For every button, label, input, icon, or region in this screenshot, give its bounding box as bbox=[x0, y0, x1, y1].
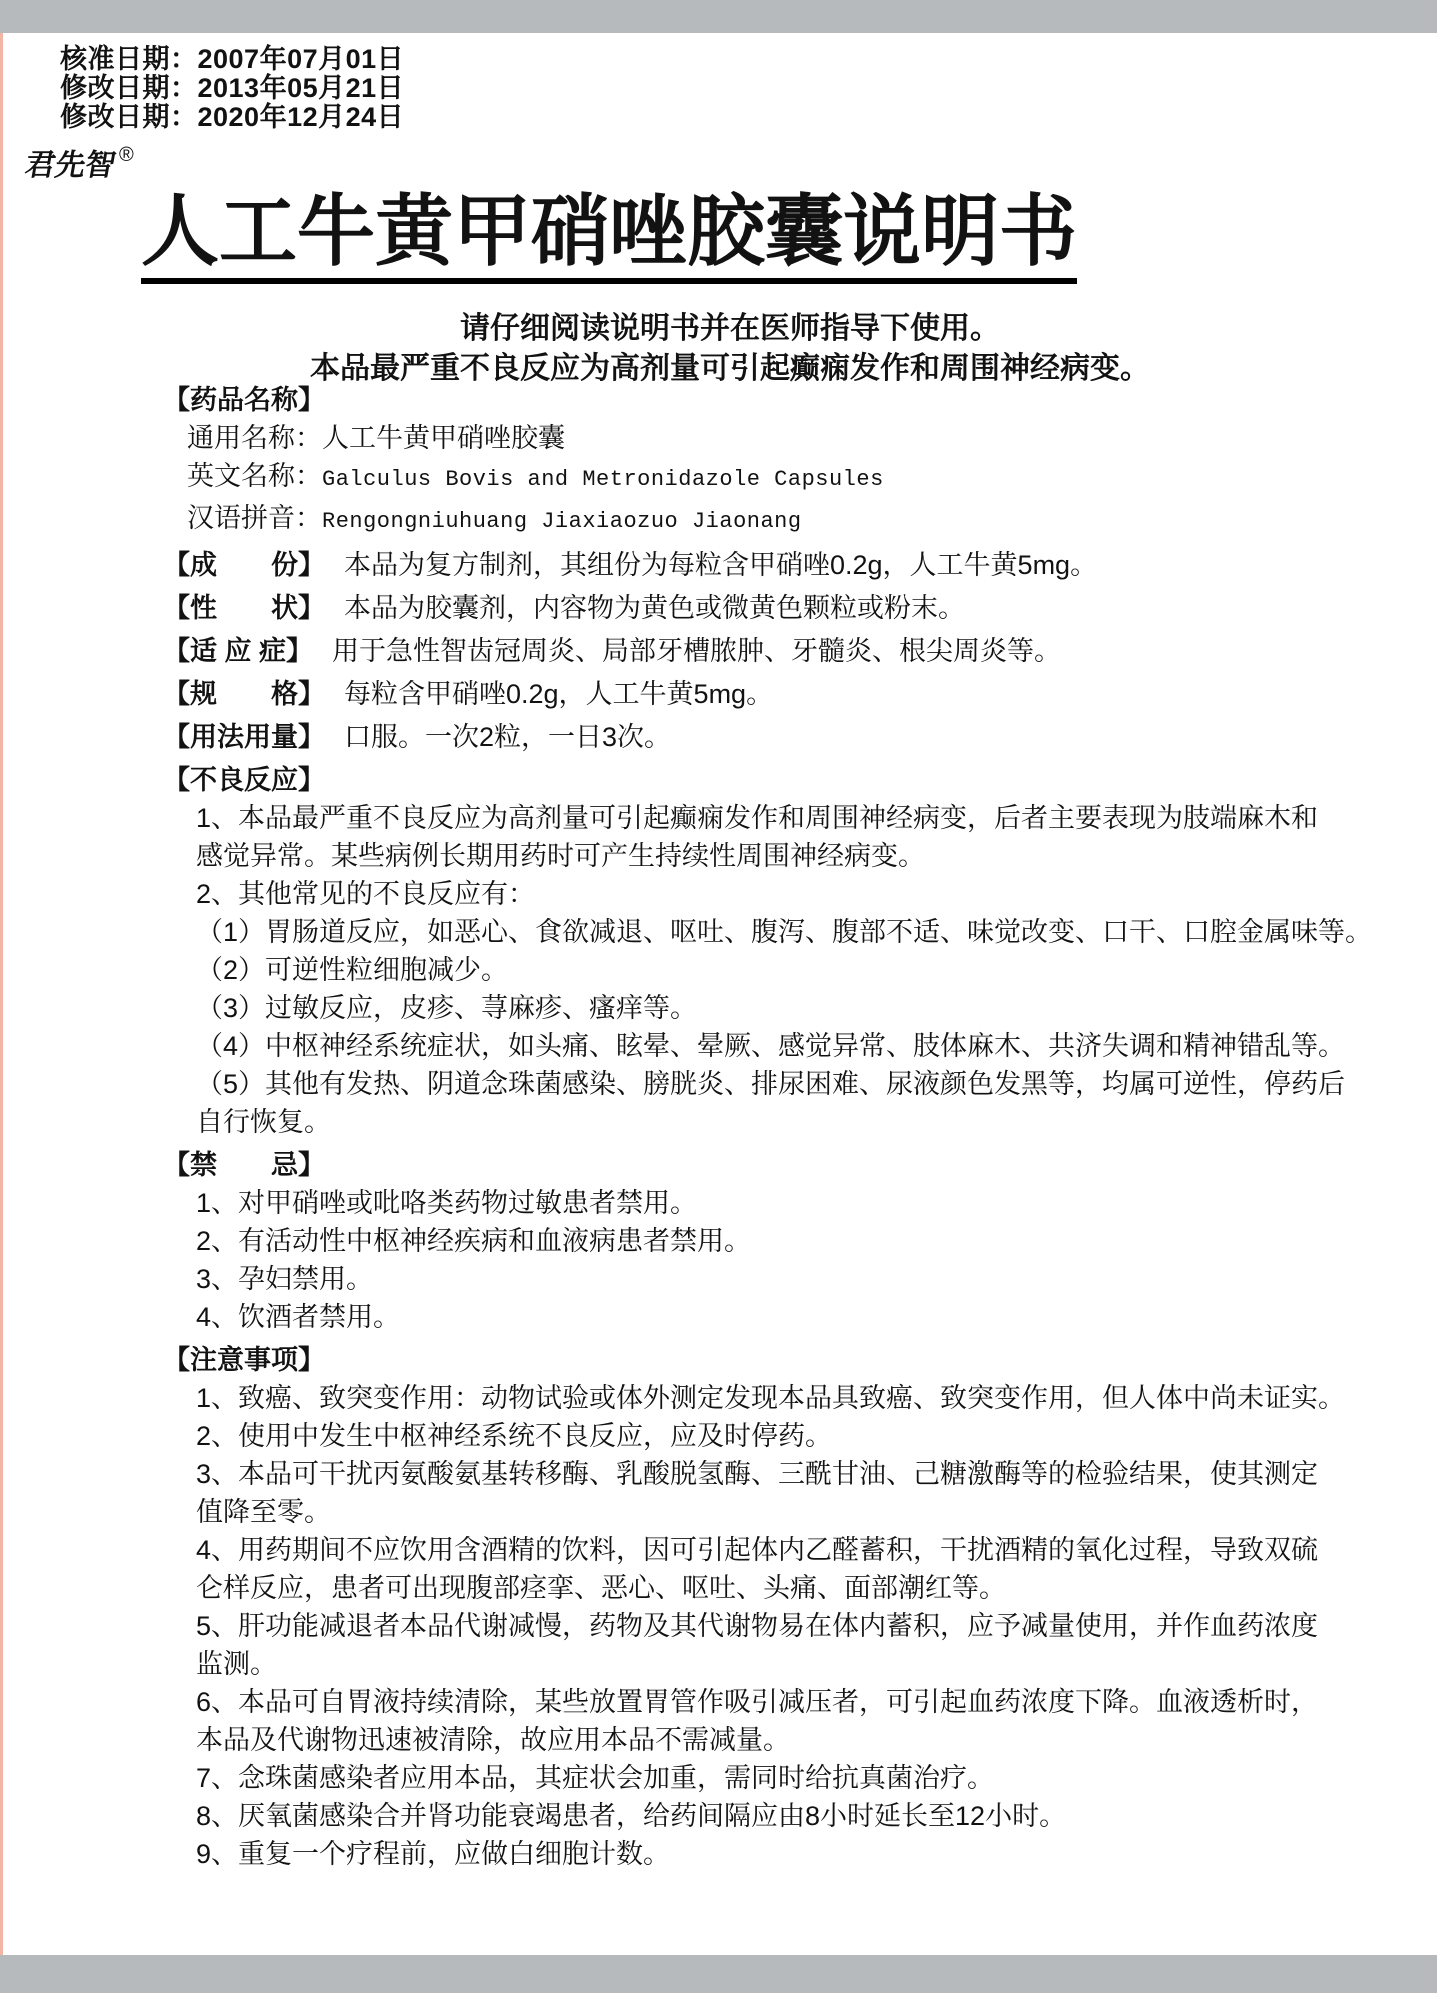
strength-heading: 【规 格】 bbox=[163, 679, 325, 709]
text-line: （3）过敏反应，皮疹、荨麻疹、瘙痒等。 bbox=[196, 993, 698, 1023]
brand-name: 君先智 bbox=[22, 149, 119, 182]
approval-date-label: 核准日期： bbox=[60, 44, 198, 74]
text-line: 2、有活动性中枢神经疾病和血液病患者禁用。 bbox=[196, 1226, 752, 1256]
dosage-heading: 【用法用量】 bbox=[163, 722, 325, 752]
approval-date-line bbox=[60, 45, 404, 74]
strength-text: 每粒含甲硝唑0.2g，人工牛黄5mg。 bbox=[344, 679, 774, 709]
dosage-text: 口服。一次2粒，一日3次。 bbox=[344, 722, 672, 752]
section-indications bbox=[163, 632, 1383, 670]
text-line: 感觉异常。某些病例长期用药时可产生持续性周围神经病变。 bbox=[196, 841, 925, 871]
section-composition bbox=[163, 546, 1383, 584]
precautions-heading: 【注意事项】 bbox=[163, 1345, 325, 1375]
precaution-item-2 bbox=[163, 1417, 1383, 1455]
text-line: 值降至零。 bbox=[196, 1497, 331, 1527]
section-adverse-reactions bbox=[163, 761, 1383, 1141]
precaution-item-7 bbox=[163, 1759, 1383, 1797]
text-line: 1、本品最严重不良反应为高剂量可引起癫痫发作和周围神经病变，后者主要表现为肢端麻木和 bbox=[196, 803, 1319, 833]
section-contraindications bbox=[163, 1146, 1383, 1336]
text-line: （4）中枢神经系统症状，如头痛、眩晕、晕厥、感觉异常、肢体麻木、共济失调和精神错乱等。 bbox=[196, 1031, 1346, 1061]
text-line: 8、厌氧菌感染合并肾功能衰竭患者，给药间隔应由8小时延长至12小时。 bbox=[196, 1801, 1067, 1831]
text-line: （5）其他有发热、阴道念珠菌感染、膀胱炎、排尿困难、尿液颜色发黑等，均属可逆性，停药后 bbox=[196, 1069, 1346, 1099]
approval-date-value: 2007年07月01日 bbox=[197, 44, 405, 74]
english-name-label: 英文名称： bbox=[187, 461, 322, 491]
adverse-item-2-1 bbox=[163, 913, 1383, 951]
revision-date-line-1 bbox=[60, 74, 404, 103]
revision-date-line-2 bbox=[60, 103, 404, 132]
english-name-row bbox=[163, 457, 1383, 499]
text-line: 2、其他常见的不良反应有： bbox=[196, 879, 536, 909]
precaution-item-3 bbox=[163, 1455, 1383, 1531]
contraindication-item-2 bbox=[163, 1222, 1383, 1260]
pinyin-name-label: 汉语拼音： bbox=[187, 503, 322, 533]
adverse-item-2-3 bbox=[163, 989, 1383, 1027]
section-drug-name bbox=[163, 381, 1383, 541]
section-strength bbox=[163, 675, 1383, 713]
text-line: 3、本品可干扰丙氨酸氨基转移酶、乳酸脱氢酶、三酰甘油、己糖激酶等的检验结果，使其测定 bbox=[196, 1459, 1319, 1489]
text-line: 仑样反应，患者可出现腹部痉挛、恶心、呕吐、头痛、面部潮红等。 bbox=[196, 1573, 1006, 1603]
text-line: 6、本品可自胃液持续清除，某些放置胃管作吸引减压者，可引起血药浓度下降。血液透析时， bbox=[196, 1687, 1319, 1717]
contraindication-item-3 bbox=[163, 1260, 1383, 1298]
top-gray-bar bbox=[0, 0, 1437, 33]
generic-name-value: 人工牛黄甲硝唑胶囊 bbox=[322, 423, 565, 453]
english-name-value: Galculus Bovis and Metronidazole Capsules bbox=[322, 467, 884, 492]
adverse-item-2-2 bbox=[163, 951, 1383, 989]
adverse-item-2-4 bbox=[163, 1027, 1383, 1065]
text-line: 5、肝功能减退者本品代谢减慢，药物及其代谢物易在体内蓄积，应予减量使用，并作血药浓度 bbox=[196, 1611, 1319, 1641]
precaution-item-1 bbox=[163, 1379, 1383, 1417]
insert-body bbox=[163, 381, 1383, 1878]
revision-date-1-label: 修改日期： bbox=[60, 73, 198, 103]
precaution-item-4 bbox=[163, 1531, 1383, 1607]
revision-date-1-value: 2013年05月21日 bbox=[197, 73, 405, 103]
text-line: 自行恢复。 bbox=[196, 1107, 331, 1137]
revision-dates bbox=[60, 45, 404, 132]
section-precautions bbox=[163, 1341, 1383, 1873]
contraindication-item-4 bbox=[163, 1298, 1383, 1336]
left-edge-line bbox=[0, 0, 3, 1993]
notice-line-1: 请仔细阅读说明书并在医师指导下使用。 bbox=[460, 312, 1000, 345]
contraindications-heading: 【禁 忌】 bbox=[163, 1150, 325, 1180]
section-description bbox=[163, 589, 1383, 627]
drug-name-heading: 【药品名称】 bbox=[163, 385, 325, 415]
adverse-item-1 bbox=[163, 799, 1383, 875]
description-heading: 【性 状】 bbox=[163, 593, 325, 623]
description-text: 本品为胶囊剂，内容物为黄色或微黄色颗粒或粉末。 bbox=[344, 593, 965, 623]
text-line: 4、用药期间不应饮用含酒精的饮料，因可引起体内乙醛蓄积，干扰酒精的氧化过程，导致双硫 bbox=[196, 1535, 1319, 1565]
text-line: （2）可逆性粒细胞减少。 bbox=[196, 955, 509, 985]
text-line: 3、孕妇禁用。 bbox=[196, 1264, 374, 1294]
notice-line-2: 本品最严重不良反应为高剂量可引起癫痫发作和周围神经病变。 bbox=[310, 352, 1150, 385]
composition-heading: 【成 份】 bbox=[163, 550, 325, 580]
generic-name-row bbox=[163, 419, 1383, 457]
section-dosage bbox=[163, 718, 1383, 756]
page-title: 人工牛黄甲硝唑胶囊说明书 bbox=[141, 192, 1077, 284]
text-line: 9、重复一个疗程前，应做白细胞计数。 bbox=[196, 1839, 671, 1869]
composition-text: 本品为复方制剂，其组份为每粒含甲硝唑0.2g，人工牛黄5mg。 bbox=[344, 550, 1098, 580]
adverse-item-2 bbox=[163, 875, 1383, 913]
registered-trademark-icon: ® bbox=[119, 144, 134, 166]
brand-logo bbox=[22, 140, 134, 184]
bottom-gray-bar bbox=[0, 1955, 1437, 1993]
contraindication-item-1 bbox=[163, 1184, 1383, 1222]
revision-date-2-label: 修改日期： bbox=[60, 102, 198, 132]
text-line: 1、致癌、致突变作用：动物试验或体外测定发现本品具致癌、致突变作用，但人体中尚未证实。 bbox=[196, 1383, 1346, 1413]
text-line: 1、对甲硝唑或吡咯类药物过敏患者禁用。 bbox=[196, 1188, 698, 1218]
adverse-reactions-heading: 【不良反应】 bbox=[163, 765, 325, 795]
text-line: 2、使用中发生中枢神经系统不良反应，应及时停药。 bbox=[196, 1421, 833, 1451]
pinyin-name-row bbox=[163, 499, 1383, 541]
precaution-item-5 bbox=[163, 1607, 1383, 1683]
text-line: （1）胃肠道反应，如恶心、食欲减退、呕吐、腹泻、腹部不适、味觉改变、口干、口腔金属味等。 bbox=[196, 917, 1373, 947]
generic-name-label: 通用名称： bbox=[187, 423, 322, 453]
precaution-item-8 bbox=[163, 1797, 1383, 1835]
adverse-item-2-5 bbox=[163, 1065, 1383, 1141]
precaution-item-6 bbox=[163, 1683, 1383, 1759]
indications-text: 用于急性智齿冠周炎、局部牙槽脓肿、牙髓炎、根尖周炎等。 bbox=[332, 636, 1062, 666]
text-line: 本品及代谢物迅速被清除，故应用本品不需减量。 bbox=[196, 1725, 790, 1755]
precaution-item-9 bbox=[163, 1835, 1383, 1873]
text-line: 监测。 bbox=[196, 1649, 277, 1679]
text-line: 4、饮酒者禁用。 bbox=[196, 1302, 401, 1332]
revision-date-2-value: 2020年12月24日 bbox=[197, 102, 405, 132]
indications-heading: 【适 应 症】 bbox=[163, 636, 314, 666]
text-line: 7、念珠菌感染者应用本品，其症状会加重，需同时给抗真菌治疗。 bbox=[196, 1763, 995, 1793]
pinyin-name-value: Rengongniuhuang Jiaxiaozuo Jiaonang bbox=[322, 509, 802, 534]
